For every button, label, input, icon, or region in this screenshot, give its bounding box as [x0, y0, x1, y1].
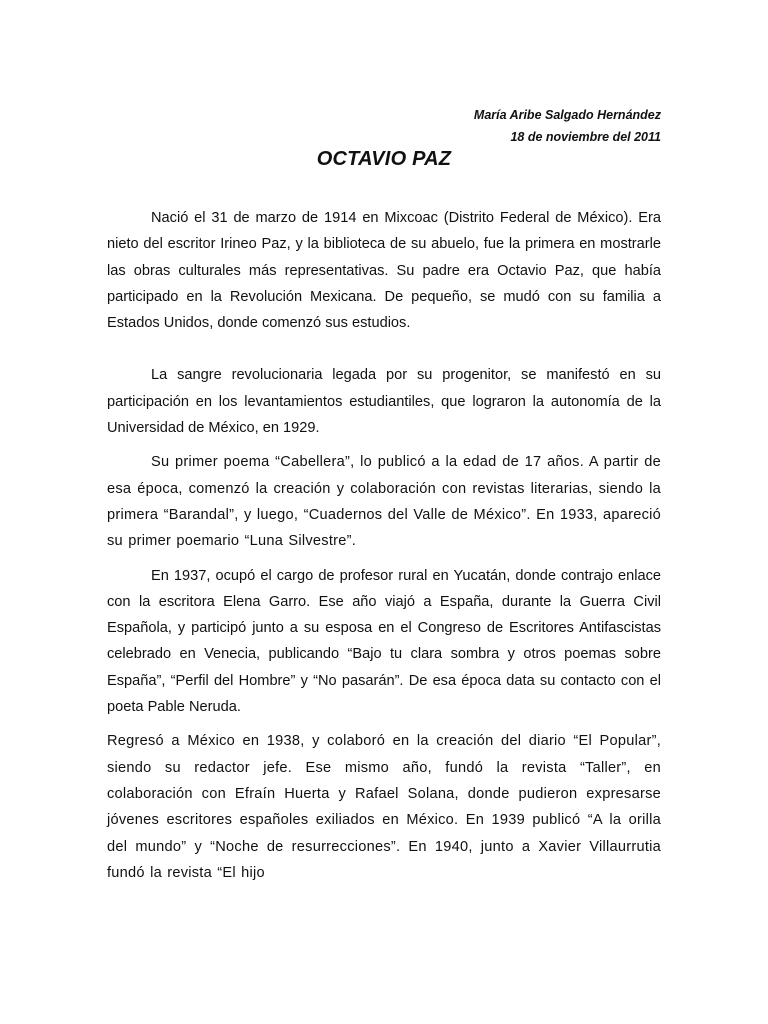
author-name: María Aribe Salgado Hernández [473, 108, 661, 122]
document-body [107, 205, 661, 886]
paragraph-5: Regresó a México en 1938, y colaboró en la creación del diario “El Popular”, siendo su redactor jefe. Ese mismo año, fundó la revista “Taller”, en colaboración con Efraín Huerta y Rafael Solana, donde pudieron expresarse jóvenes escritores españoles exiliados en México. En 1939 publicó “A la orilla del mundo” y “Noche de resurrecciones”. En 1940, junto a Xavier Villaurrutia fundó la revista “El hijo [107, 733, 661, 881]
paragraph-1: Nació el 31 de marzo de 1914 en Mixcoac (Distrito Federal de México). Era nieto del escritor Irineo Paz, y la biblioteca de su abuelo, fue la primera en mostrarle las obras culturales más representativas. Su padre era Octavio Paz, que había participado en la Revolución Mexicana. De pequeño, se mudó con su familia a Estados Unidos, donde comenzó sus estudios. [107, 210, 661, 332]
paragraph-3: Su primer poema “Cabellera”, lo publicó a la edad de 17 años. A partir de esa época, comenzó la creación y colaboración con revistas literarias, siendo la primera “Barandal”, y luego, “Cuadernos del Valle de México”. En 1933, apareció su primer poemario “Luna Silvestre”. [107, 454, 661, 550]
document-date: 18 de noviembre del 2011 [510, 130, 661, 144]
paragraph-4: En 1937, ocupó el cargo de profesor rural en Yucatán, donde contrajo enlace con la escritora Elena Garro. Ese año viajó a España, durante la Guerra Civil Española, y participó junto a su esposa en el Congreso de Escritores Antifascistas celebrado en Venecia, publicando “Bajo tu clara sombra y otros poemas sobre España”, “Perfil del Hombre” y “No pasarán”. De esa época data su contacto con el poeta Pable Neruda. [107, 567, 661, 716]
document-title: OCTAVIO PAZ [316, 148, 452, 170]
paragraph-2: La sangre revolucionaria legada por su progenitor, se manifestó en su participación en los levantamientos estudiantiles, que lograron la autonomía de la Universidad de México, en 1929. [107, 367, 661, 437]
document-header [474, 104, 661, 148]
